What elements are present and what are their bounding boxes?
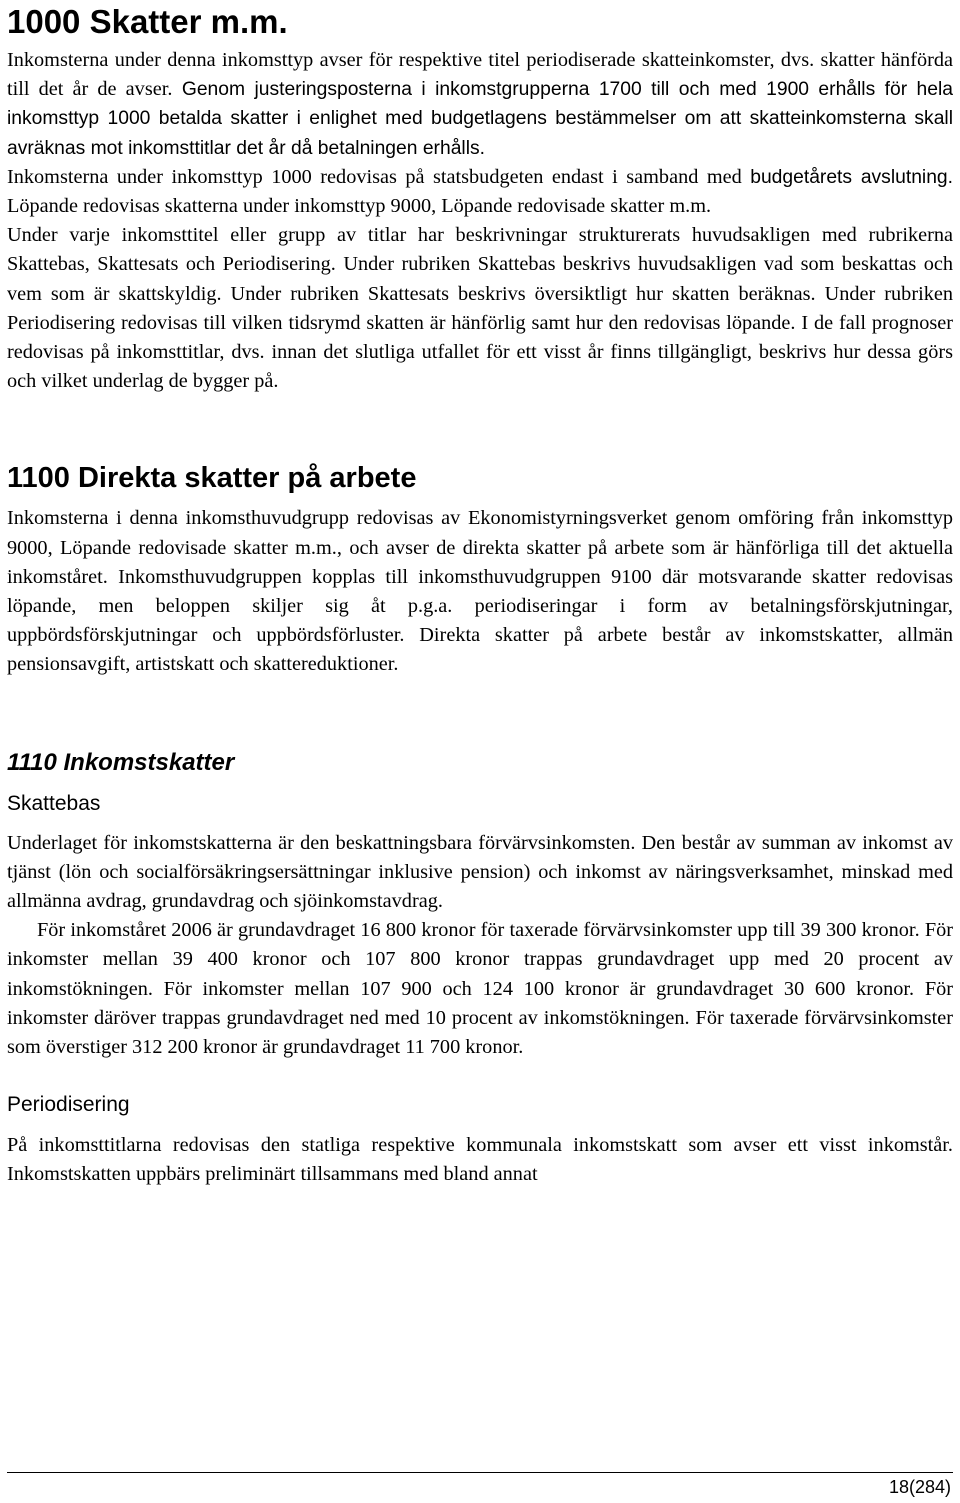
paragraph-skattebas-2: För inkomståret 2006 är grundavdraget 16 800 kronor för taxerade förvärvsinkomster upp till 39 300 kronor. För inkomster mellan 39 400 kronor och 107 800 kronor trappas grundavdraget upp med 20 procent av inkomstökningen. För inkomster mellan 107 900 och 124 100 kronor är grundavdraget 30 600 kronor. För inkomster däröver trappas grundavdraget ned med 10 procent av inkomstökningen. För taxerade förvärvsinkomster som överstiger 312 200 kronor är grundavdraget 11 700 kronor. [7, 919, 953, 1059]
page-number: 18(284) [888, 1477, 951, 1497]
paragraph-periodisering: På inkomsttitlarna redovisas den statliga respektive kommunala inkomstskatt som avser ett visst inkomstår. Inkomstskatten uppbärs preliminärt tillsammans med bland annat [7, 1134, 953, 1186]
paragraph-1000-budget [7, 163, 953, 221]
paragraph-1000-structure: Under varje inkomsttitel eller grupp av titlar har beskrivningar strukturerats huvudsakligen med rubrikerna Skattebas, Skattesats och Periodisering. Under rubriken Skattebas beskrivs huvudsakligen vad som beskattas och vem som är skattskyldig. Under rubriken Skattesats beskrivs översiktligt hur skatten beräknas. Under rubriken Periodisering redovisas till vilken tidsrymd skatten är hänförlig samt hur den redovisas löpande. I de fall prognoser redovisas på inkomsttitlar, dvs. innan det slutliga utfallet för ett visst år finns tillgängligt, beskrivs hur dessa görs och vilket underlag de bygger på. [7, 224, 953, 393]
paragraph-1100: Inkomsterna i denna inkomsthuvudgrupp redovisas av Ekonomistyrningsverket genom omföring från inkomsttyp 9000, Löpande redovisade skatter m.m., och avser de direkta skatter på arbete som är hänförliga till det aktuella inkomståret. Inkomsthuvudgruppen kopplas till inkomsthuvudgruppen 9100 där motsvarande skatter redovisas löpande, men beloppen skiljer sig åt p.g.a. periodiseringar i form av betalningsförskjutningar, uppbördsförskjutningar och uppbördsförluster. Direkta skatter på arbete består av inkomstskatter, allmän pensionsavgift, artistskatt och skattereduktioner. [7, 507, 953, 676]
subheading-periodisering: Periodisering [7, 1093, 130, 1117]
paragraph-1000-budget-part-d: redovisade skatter m.m. [517, 195, 712, 218]
paragraph-1000-intro [7, 46, 953, 163]
paragraph-1000-budget-part-a: Inkomsterna under inkomsttyp 1000 redovisas på statsbudgeten endast i samband med [7, 165, 751, 188]
heading-1100: 1100 Direkta skatter på arbete [7, 462, 417, 495]
paragraph-1000-intro-part-b: Genom justeringsposterna i inkomstgrupperna 1700 till och med 1900 erhålls för hela inkomsttyp 1000 betalda skatter i enlighet med [7, 79, 953, 130]
document-page [7, 0, 953, 1190]
heading-1000: 1000 Skatter m.m. [7, 3, 288, 40]
subheading-skattebas: Skattebas [7, 791, 101, 815]
paragraph-1000-intro-part-c: budgetlagens bestämmelser om att skatteinkomsterna skall avräknas mot inkomsttitlar det år då betalningen erhålls. [7, 108, 953, 159]
footer-divider [7, 1472, 953, 1473]
heading-1110: 1110 Inkomstskatter [7, 748, 235, 776]
paragraph-1000-budget-part-c: Löpande redovisas skatterna under inkomsttyp 9000, Löpande [7, 195, 518, 218]
paragraph-skattebas-1: Underlaget för inkomstskatterna är den beskattningsbara förvärvsinkomsten. Den består av summan av inkomst av tjänst (lön och socialförsäkringsersättningar inklusive pension) och inkomst av näringsverksamhet, minskad med allmänna avdrag, grundavdrag och sjöinkomstavdrag. [7, 831, 953, 913]
paragraph-1000-intro-part-a: Inkomsterna under denna inkomsttyp avser för respektive titel periodiserade skatteinkomster, dvs. skatter hänförda till det år de avser. [7, 49, 953, 101]
paragraph-1000-budget-part-b: budgetårets avslutning. [750, 166, 953, 188]
